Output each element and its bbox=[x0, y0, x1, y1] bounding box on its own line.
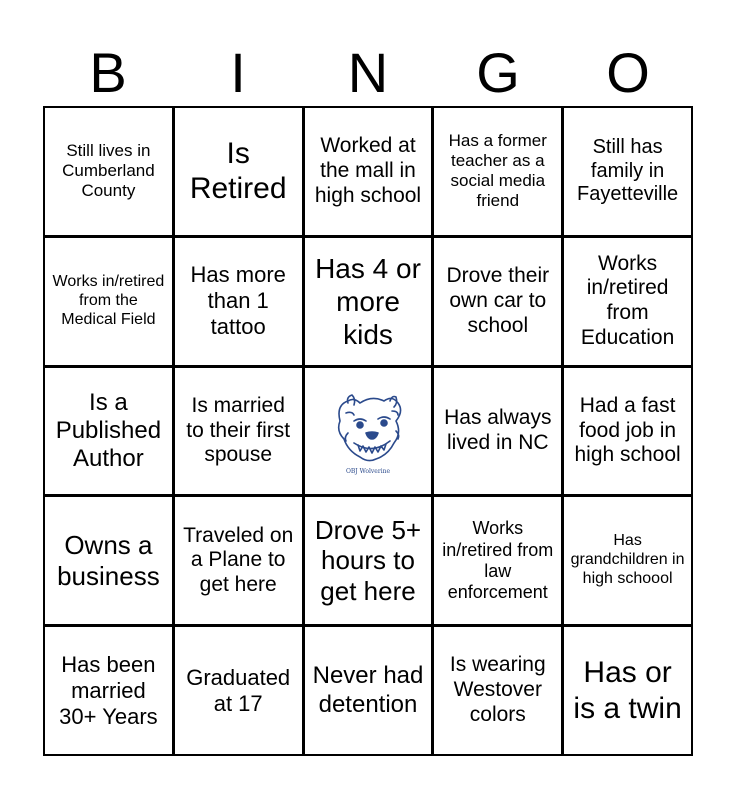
bingo-cell[interactable]: Drove their own car to school bbox=[434, 238, 561, 365]
bingo-cell[interactable]: Still has family in Fayetteville bbox=[564, 108, 691, 235]
bingo-cell[interactable]: Graduated at 17 bbox=[175, 627, 302, 754]
header-letter-i: I bbox=[230, 41, 246, 104]
bingo-cell[interactable]: Worked at the mall in high school bbox=[305, 108, 432, 235]
header-letter-b: B bbox=[89, 41, 127, 104]
bingo-cell[interactable]: Has always lived in NC bbox=[434, 368, 561, 495]
bingo-cell[interactable]: Is wearing Westover colors bbox=[434, 627, 561, 754]
bingo-cell[interactable]: Is married to their first spouse bbox=[175, 368, 302, 495]
bingo-cell[interactable]: Never had detention bbox=[305, 627, 432, 754]
bingo-cell[interactable]: Still lives in Cumberland County bbox=[45, 108, 172, 235]
bingo-board bbox=[43, 106, 693, 756]
free-space[interactable] bbox=[305, 368, 432, 495]
wolverine-mascot-icon bbox=[318, 381, 418, 481]
bingo-cell[interactable]: Is Retired bbox=[175, 108, 302, 235]
bingo-header bbox=[43, 40, 693, 106]
header-letter-o: O bbox=[606, 41, 650, 104]
header-letter-n: N bbox=[347, 41, 389, 104]
bingo-cell[interactable]: Has 4 or more kids bbox=[305, 238, 432, 365]
bingo-cell[interactable]: Works in/retired from the Medical Field bbox=[45, 238, 172, 365]
bingo-cell[interactable]: Is a Published Author bbox=[45, 368, 172, 495]
bingo-cell[interactable]: Had a fast food job in high school bbox=[564, 368, 691, 495]
bingo-cell[interactable]: Has more than 1 tattoo bbox=[175, 238, 302, 365]
bingo-cell[interactable]: Drove 5+ hours to get here bbox=[305, 497, 432, 624]
mascot-caption: OBJ Wolverine bbox=[345, 467, 391, 475]
bingo-cell[interactable]: Has or is a twin bbox=[564, 627, 691, 754]
bingo-cell[interactable]: Has been married 30+ Years bbox=[45, 627, 172, 754]
bingo-cell[interactable]: Works in/retired from Education bbox=[564, 238, 691, 365]
header-letter-g: G bbox=[476, 41, 520, 104]
bingo-cell[interactable]: Has grandchildren in high schoool bbox=[564, 497, 691, 624]
bingo-cell[interactable]: Traveled on a Plane to get here bbox=[175, 497, 302, 624]
bingo-cell[interactable]: Works in/retired from law enforcement bbox=[434, 497, 561, 624]
bingo-cell[interactable]: Has a former teacher as a social media friend bbox=[434, 108, 561, 235]
bingo-cell[interactable]: Owns a business bbox=[45, 497, 172, 624]
